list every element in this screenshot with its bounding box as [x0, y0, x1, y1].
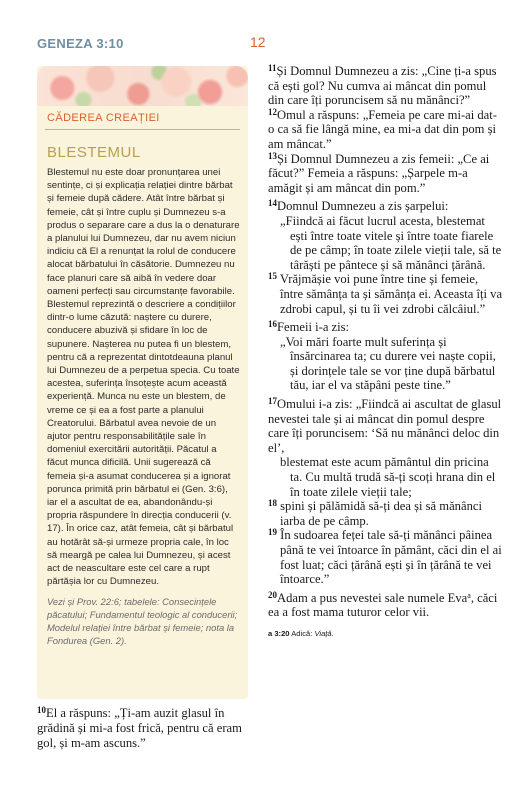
footnote-italic: Viață.: [314, 628, 334, 638]
footnote-label: a 3:20: [268, 628, 290, 638]
verse-number: 18: [268, 498, 277, 509]
verse-13: [268, 152, 503, 196]
verse-text: Domnul Dumnezeu a zis șarpelui:: [277, 199, 449, 214]
verse-number: 14: [268, 198, 277, 209]
verse-text: Femeii i-a zis:: [277, 320, 350, 335]
verse-text: El a răspuns: „Ți-am auzit glasul în grădină și mi-a fost frică, pentru că eram gol, și m-am ascuns.”: [37, 706, 242, 750]
verse-number: 13: [268, 150, 277, 161]
verse-number: 11: [268, 63, 277, 73]
verse-16-intro: [268, 320, 503, 335]
footnote-marker[interactable]: a: [467, 590, 471, 600]
verse-number: 10: [37, 705, 46, 715]
verse-14-poem: „Fiindcă ai făcut lucrul acesta, blestemat ești între toate vitele și între toate fiarele de pe câmp; în toate zilele vieții tale, să te târăști pe pântece și să mănânci țărână.: [280, 213, 502, 272]
verse-number: 19: [268, 527, 277, 538]
verse-text: Omului i-a zis: „Fiindcă ai ascultat de glasul nevestei tale și ai mâncat din pomul despre care îți poruncisem: ‘Să nu mănânci deloc din el’,: [268, 397, 502, 455]
verse-14-intro: [268, 199, 503, 214]
section-label: CĂDEREA CREAȚIEI: [47, 112, 160, 124]
verse-text: Și Domnul Dumnezeu a zis femeii: „Ce ai făcut?” Femeia a răspuns: „Șarpele m-a amăgit și am mâncat din pom.”: [268, 151, 490, 195]
sidebar-references: Vezi și Prov. 22:6; tabelele: Consecințele păcatului; Fundamentul teologic al conducerii; Modelul relației între bărbat și femeie; nota la Fondurea (Gen. 2).: [47, 595, 238, 646]
verse-number: 17: [268, 396, 277, 407]
verse-text: În sudoarea feței tale să-ți mănânci pâinea până te vei întoarce în pământ, căci din el ai fost luat; căci țărână ești și în țărână te vei întoarce.”: [280, 528, 502, 587]
verse-text: Vrăjmășie voi pune între tine și femeie, între sămânța ta și sămânța ei. Aceasta îți va zdrobi capul, și tu îi vei zdrobi călcâiul.”: [279, 272, 503, 316]
verse-text: Omul a răspuns: „Femeia pe care mi-ai dat-o ca să fie lângă mine, ea mi-a dat din pom și am mâncat.”: [268, 107, 497, 151]
verse-20: [268, 591, 503, 620]
verse-19: [268, 528, 503, 586]
verse-number: 12: [268, 106, 277, 117]
floral-banner-image: [37, 66, 248, 106]
footnote-text: Adică:: [289, 628, 315, 638]
verse-number: 20: [268, 589, 277, 600]
verse-15: [268, 272, 503, 316]
verse-text: Și Domnul Dumnezeu a zis: „Cine ți-a spus că ești gol? Nu cumva ai mâncat din pomul din care îți poruncisem să nu mănânci?”: [268, 64, 497, 108]
verse-17-poem: blestemat este acum pământul din pricina ta. Cu multă trudă să-ți scoți hrana din el în toate zilele vieții tale;: [280, 455, 496, 499]
verse-18: [268, 499, 503, 528]
section-divider: [45, 129, 240, 130]
header-reference: GENEZA 3:10: [37, 36, 124, 51]
verse-text: spini și pălămidă să-ți dea și să mănânci iarba de pe câmp.: [280, 499, 482, 528]
sidebar-title: BLESTEMUL: [47, 144, 141, 161]
verse-number: 16: [268, 319, 277, 330]
scripture-column: [268, 64, 503, 642]
footnote: [268, 627, 503, 642]
verse-17: [268, 397, 503, 455]
verse-10: [37, 706, 251, 751]
verse-11: [268, 64, 503, 108]
page-number: 12: [250, 34, 266, 50]
verse-16-poem: „Voi mări foarte mult suferința și însărcinarea ta; cu durere vei naște copii, și dorințele tale se vor ține după bărbatul tău, iar el va stăpâni peste tine.”: [280, 334, 496, 393]
sidebar-box: [37, 66, 248, 699]
verse-12: [268, 108, 503, 152]
sidebar-body-text: Blestemul nu este doar pronunțarea unei sentințe, ci și explicația relației dintre bărbat și femeie după cădere. Atât între bărbat și femeie, cât și între cuplu și Dumnezeu s-a produs o separare care a dus la o denaturare a planului lui Dumnezeu, dar nu avem niciun indiciu că El a renunțat la rolul de conducere alocat bărbatului în căsătorie. Dumnezeu nu face planuri care să aibă în vedere doar oameni perfecți sau circumstanțe favorabile. Blestemul reprezintă o descriere a condițiilor dintr-o lume căzută: naștere cu durere, conducere abuzivă și sfidare în loc de supunere. Nașterea nu putea fi un blestem, pentru că a reprezentat dintotdeauna planul lui Dumnezeu de a perpetua specia. Cu toate acestea, suferința însoțește acum această experiență. Munca nu este un blestem, de vreme ce și ea a fost parte a planului Creatorului. Bărbatul avea nevoie de un ajutor pentru responsabilitățile sale în domeniul exercitării autorității. Păcatul a făcut munca dificilă. Unii sugerează că femeia și-a asumat conducerea și a ignorat porunca primită prin bărbatul ei (Gen. 3:6), iar el a ascultat de ea, abandonându-și propria răspundere în direcția conducerii (v. 17). În orice caz, atât femeia, cât și bărbatul au hotărât să-și urmeze propria cale, în loc să meargă pe calea lui Dumnezeu, și acest act de neascultare este cel care a rupt părtășia lor cu Dumnezeu.: [47, 167, 240, 588]
verse-number: 15: [268, 271, 277, 282]
verse-text: , căci ea a fost mama tuturor celor vii.: [268, 590, 498, 620]
verse-text: Adam a pus nevestei sale numele Eva: [277, 590, 468, 605]
